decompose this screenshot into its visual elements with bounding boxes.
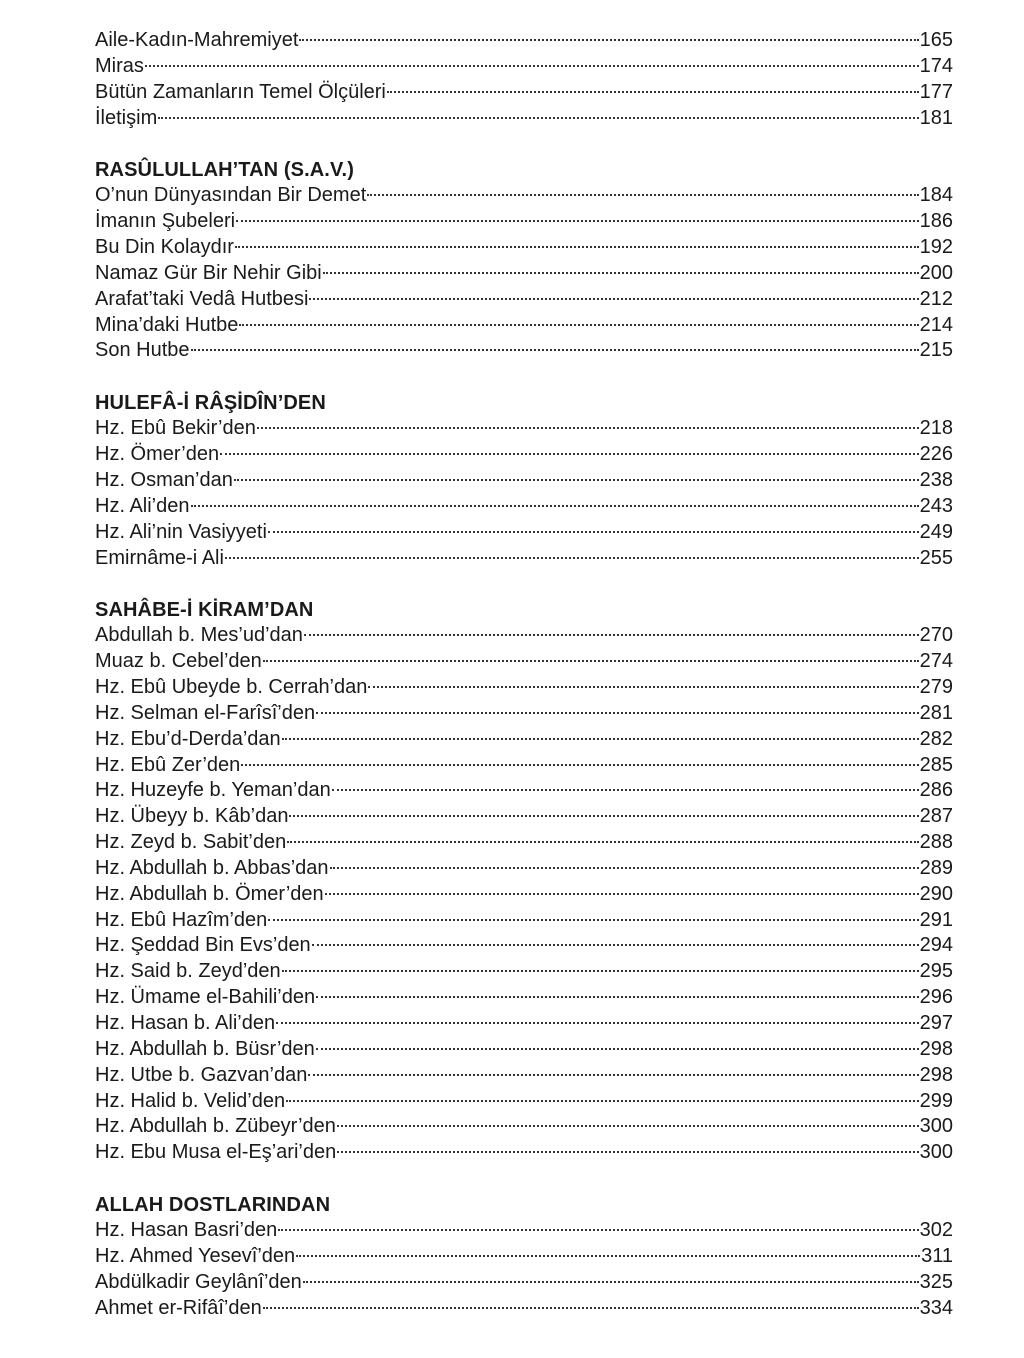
dot-leader	[309, 298, 918, 300]
section-heading: HULEFÂ-İ RÂŞİDÎN’DEN	[95, 392, 326, 415]
toc-entry	[95, 1140, 953, 1166]
toc-entry	[95, 1270, 953, 1296]
entry-page-number: 279	[919, 676, 953, 699]
entry-page-number: 177	[919, 80, 953, 103]
entry-title: Hz. Übeyy b. Kâb’dan	[95, 805, 289, 828]
toc-entry	[95, 830, 953, 856]
section-heading: ALLAH DOSTLARINDAN	[95, 1194, 331, 1217]
toc-entry	[95, 856, 953, 882]
table-of-contents	[95, 28, 953, 1321]
entry-page-number: 298	[919, 1037, 953, 1060]
entry-title: Hz. Ebû Bekir’den	[95, 417, 256, 440]
toc-entry	[95, 209, 953, 235]
entry-page-number: 300	[919, 1115, 953, 1138]
entry-page-number: 334	[919, 1296, 953, 1319]
entry-page-number: 281	[919, 701, 953, 724]
toc-entry	[95, 933, 953, 959]
entry-title: Arafat’taki Vedâ Hutbesi	[95, 287, 309, 310]
entry-title: Hz. Hasan Basri’den	[95, 1219, 278, 1242]
entry-title: Hz. Abdullah b. Zübeyr’den	[95, 1115, 336, 1138]
dot-leader	[239, 324, 918, 326]
entry-page-number: 286	[919, 779, 953, 802]
entry-page-number: 294	[919, 934, 953, 957]
toc-entry	[95, 54, 953, 80]
toc-entry	[95, 908, 953, 934]
toc-entry	[95, 1244, 953, 1270]
entry-title: Hz. Hasan b. Ali’den	[95, 1012, 276, 1034]
entry-title: Abdullah b. Mes’ud’dan	[95, 624, 303, 647]
entry-title: Hz. Huzeyfe b. Yeman’dan	[95, 779, 331, 802]
toc-entry	[95, 753, 953, 779]
toc-entry	[95, 985, 953, 1011]
entry-title: Hz. Selman el-Farîsî’den	[95, 701, 316, 724]
entry-title: Abdülkadir Geylânî’den	[95, 1270, 302, 1293]
toc-entry	[95, 235, 953, 261]
entry-title: Aile-Kadın-Mahremiyet	[95, 29, 299, 51]
toc-entry	[95, 28, 953, 54]
entry-page-number: 226	[919, 443, 953, 466]
toc-entry	[95, 1089, 953, 1115]
entry-page-number: 296	[919, 986, 953, 1009]
toc-section	[95, 157, 953, 364]
entry-title: Son Hutbe	[95, 339, 190, 362]
entry-page-number: 238	[919, 468, 953, 491]
toc-entry	[95, 80, 953, 106]
toc-entry	[95, 338, 953, 364]
dot-leader	[278, 1229, 918, 1231]
entry-title: Hz. Ebû Zer’den	[95, 753, 241, 776]
toc-entry	[95, 106, 953, 132]
dot-leader	[234, 479, 919, 481]
dot-leader	[158, 117, 918, 119]
entry-title: Emirnâme-i Ali	[95, 546, 224, 569]
dot-leader	[191, 505, 919, 507]
dot-leader	[332, 789, 919, 791]
dot-leader	[330, 867, 919, 869]
entry-page-number: 255	[919, 546, 953, 569]
entry-title: Hz. Halid b. Velid’den	[95, 1089, 286, 1112]
toc-entry	[95, 183, 953, 209]
toc-entry	[95, 313, 953, 339]
entry-title: Bu Din Kolaydır	[95, 236, 234, 259]
toc-entry	[95, 675, 953, 701]
dot-leader	[282, 738, 919, 740]
entry-title: Hz. Abdullah b. Abbas’dan	[95, 856, 329, 879]
toc-entry	[95, 959, 953, 985]
entry-title: Hz. Ebu’d-Derda’dan	[95, 727, 281, 750]
toc-entry	[95, 804, 953, 830]
toc-entry	[95, 1114, 953, 1140]
entry-title: Muaz b. Cebel’den	[95, 650, 262, 673]
toc-entry	[95, 442, 953, 468]
entry-page-number: 299	[919, 1089, 953, 1112]
dot-leader	[191, 349, 919, 351]
dot-leader	[296, 1255, 920, 1257]
toc-entry	[95, 494, 953, 520]
dot-leader	[287, 841, 918, 843]
toc-entry	[95, 261, 953, 287]
entry-page-number: 282	[919, 727, 953, 750]
toc-entry	[95, 649, 953, 675]
dot-leader	[316, 996, 919, 998]
toc-entry	[95, 701, 953, 727]
entry-page-number: 290	[919, 882, 953, 905]
entry-page-number: 285	[919, 753, 953, 776]
toc-section	[95, 1192, 953, 1321]
dot-leader	[235, 246, 919, 248]
dot-leader	[236, 220, 919, 222]
entry-page-number: 212	[919, 287, 953, 310]
dot-leader	[299, 39, 918, 41]
toc-entry	[95, 1011, 953, 1037]
entry-page-number: 289	[919, 856, 953, 879]
entry-page-number: 270	[919, 624, 953, 647]
entry-title: Hz. Utbe b. Gazvan’dan	[95, 1063, 308, 1086]
toc-entry	[95, 623, 953, 649]
entry-page-number: 174	[919, 54, 953, 77]
toc-entry	[95, 882, 953, 908]
entry-title: Hz. Ebû Ubeyde b. Cerrah’dan	[95, 676, 368, 699]
dot-leader	[367, 194, 918, 196]
dot-leader	[282, 970, 919, 972]
toc-entry	[95, 416, 953, 442]
entry-page-number: 291	[919, 908, 953, 931]
dot-leader	[304, 634, 919, 636]
entry-page-number: 311	[921, 1244, 953, 1267]
entry-title: Ahmet er-Rifâî’den	[95, 1296, 262, 1319]
entry-page-number: 298	[919, 1063, 953, 1086]
entry-title: Mina’daki Hutbe	[95, 313, 239, 336]
dot-leader	[337, 1125, 919, 1127]
entry-title: Hz. Ali’den	[95, 494, 190, 517]
dot-leader	[312, 944, 919, 946]
toc-entry	[95, 1218, 953, 1244]
entry-title: Hz. Ümame el-Bahili’den	[95, 986, 316, 1009]
entry-title: Hz. Ebu Musa el-Eş’ari’den	[95, 1141, 337, 1164]
toc-entry	[95, 1063, 953, 1089]
entry-page-number: 181	[919, 106, 953, 129]
entry-title: Hz. Said b. Zeyd’den	[95, 960, 281, 983]
dot-leader	[316, 712, 919, 714]
dot-leader	[263, 1307, 919, 1309]
entry-page-number: 218	[919, 417, 953, 440]
entry-page-number: 325	[919, 1270, 953, 1293]
entry-title: Bütün Zamanların Temel Ölçüleri	[95, 80, 386, 103]
dot-leader	[268, 919, 918, 921]
entry-title: Hz. Osman’dan	[95, 468, 233, 491]
entry-page-number: 165	[919, 29, 953, 51]
dot-leader	[286, 1100, 919, 1102]
entry-page-number: 192	[919, 236, 953, 259]
dot-leader	[263, 660, 919, 662]
dot-leader	[220, 453, 919, 455]
toc-entry	[95, 468, 953, 494]
entry-page-number: 287	[919, 805, 953, 828]
entry-title: Hz. Şeddad Bin Evs’den	[95, 934, 311, 957]
toc-entry	[95, 778, 953, 804]
dot-leader	[225, 557, 919, 559]
entry-page-number: 302	[919, 1219, 953, 1242]
entry-page-number: 300	[919, 1141, 953, 1164]
entry-page-number: 184	[919, 184, 953, 207]
dot-leader	[145, 65, 919, 67]
toc-entry	[95, 727, 953, 753]
entry-page-number: 186	[919, 210, 953, 233]
toc-entry	[95, 1296, 953, 1322]
dot-leader	[289, 815, 918, 817]
dot-leader	[303, 1281, 919, 1283]
entry-page-number: 295	[919, 960, 953, 983]
entry-page-number: 274	[919, 650, 953, 673]
entry-title: Hz. Abdullah b. Ömer’den	[95, 882, 324, 905]
entry-title: Hz. Ali’nin Vasiyyeti	[95, 520, 267, 543]
toc-section	[95, 28, 953, 131]
entry-page-number: 243	[919, 494, 953, 517]
entry-title: Miras	[95, 54, 144, 77]
toc-entry	[95, 520, 953, 546]
toc-entry	[95, 287, 953, 313]
dot-leader	[241, 764, 918, 766]
entry-title: İletişim	[95, 106, 158, 129]
dot-leader	[257, 427, 919, 429]
entry-title: İmanın Şubeleri	[95, 210, 236, 233]
dot-leader	[308, 1074, 918, 1076]
entry-page-number: 215	[919, 339, 953, 362]
entry-title: Hz. Ebû Hazîm’den	[95, 908, 268, 931]
entry-title: Hz. Ömer’den	[95, 443, 220, 466]
entry-page-number: 288	[919, 831, 953, 854]
entry-page-number: 249	[919, 520, 953, 543]
toc-section	[95, 390, 953, 571]
toc-entry	[95, 546, 953, 572]
section-heading: SAHÂBE-İ KİRAM’DAN	[95, 599, 314, 622]
section-heading: RASÛLULLAH’TAN (S.A.V.)	[95, 159, 354, 182]
toc-entry	[95, 1037, 953, 1063]
entry-title: Hz. Zeyd b. Sabit’den	[95, 831, 287, 854]
dot-leader	[325, 893, 919, 895]
dot-leader	[316, 1048, 919, 1050]
dot-leader	[368, 686, 918, 688]
dot-leader	[323, 272, 919, 274]
entry-title: Hz. Ahmed Yesevî’den	[95, 1244, 296, 1267]
dot-leader	[268, 531, 919, 533]
entry-title: O’nun Dünyasından Bir Demet	[95, 184, 367, 207]
entry-title: Hz. Abdullah b. Büsr’den	[95, 1037, 315, 1060]
toc-section	[95, 597, 953, 1166]
dot-leader	[387, 91, 919, 93]
dot-leader	[276, 1022, 919, 1024]
entry-title: Namaz Gür Bir Nehir Gibi	[95, 261, 322, 284]
dot-leader	[337, 1151, 918, 1153]
entry-page-number: 214	[919, 313, 953, 336]
entry-page-number: 297	[919, 1012, 953, 1034]
entry-page-number: 200	[919, 261, 953, 284]
